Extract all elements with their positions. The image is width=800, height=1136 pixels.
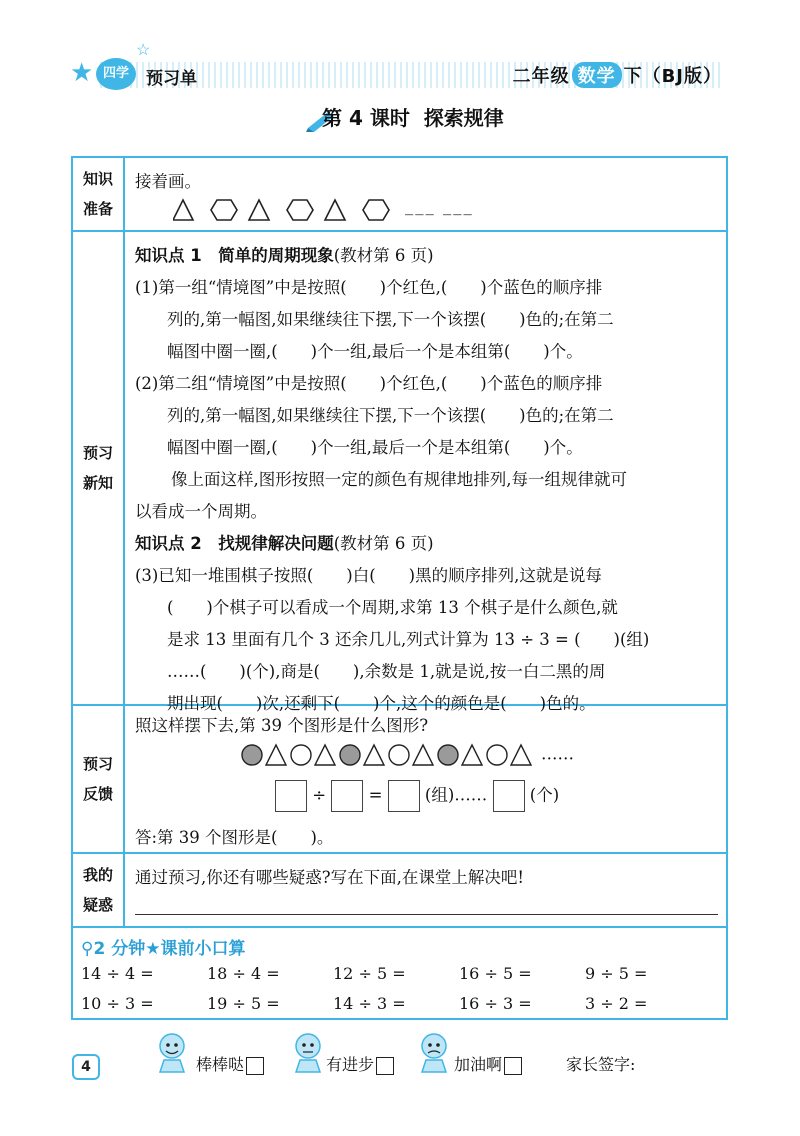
grade-subject xyxy=(513,62,722,88)
math-problem: 16 ÷ 3 = xyxy=(459,994,532,1013)
question-1-line: 幅图中圈一圈,( )个一组,最后一个是本组第( )个。 xyxy=(167,342,583,361)
section-label: 知识 准备 xyxy=(73,158,125,230)
writing-line[interactable] xyxy=(135,914,718,915)
answer-blanks[interactable]: ___ ___ xyxy=(405,196,474,215)
sheet-title: 预习单 xyxy=(146,69,197,89)
math-problem: 18 ÷ 4 = xyxy=(207,964,280,983)
subject-badge: 数学 xyxy=(572,62,622,88)
question-1-line: 列的,第一幅图,如果继续往下摆,下一个该摆( )色的;在第二 xyxy=(167,310,614,329)
section-knowledge-prep xyxy=(73,158,726,232)
page-header xyxy=(0,0,800,100)
page-number: 4 xyxy=(72,1054,100,1080)
question-3-line: ( )个棋子可以看成一个周期,求第 13 个棋子是什么颜色,就 xyxy=(167,598,618,617)
section-label: 预习 新知 xyxy=(73,232,125,704)
question-3-line: ……( )(个),商是( ),余数是 1,就是说,按一白二黑的周 xyxy=(167,662,606,681)
section-my-questions xyxy=(73,854,726,928)
questions-prompt: 通过预习,你还有哪些疑惑?写在下面,在课堂上解决吧! xyxy=(135,868,524,887)
pattern-sequence xyxy=(241,742,574,768)
cartoon-kid-icon xyxy=(286,1030,330,1074)
question-2-line: (2)第二组“情境图”中是按照( )个红色,( )个蓝色的顺序排 xyxy=(135,374,603,393)
worksheet-table xyxy=(71,156,728,1020)
cheer-checkbox[interactable] xyxy=(504,1057,522,1075)
answer-box[interactable] xyxy=(275,780,307,812)
progress-checkbox-group: 有进步 xyxy=(326,1052,394,1075)
progress-checkbox[interactable] xyxy=(376,1057,394,1075)
answer-box[interactable] xyxy=(493,780,525,812)
parent-signature-label: 家长签字: xyxy=(566,1055,636,1074)
question-1-line: (1)第一组“情境图”中是按照( )个红色,( )个蓝色的顺序排 xyxy=(135,278,603,297)
math-problem: 19 ÷ 5 = xyxy=(207,994,280,1013)
answer-box[interactable] xyxy=(331,780,363,812)
knowledge-point-1: 知识点 1 简单的周期现象(教材第 6 页) xyxy=(135,246,434,265)
section-preview-new xyxy=(73,232,726,713)
question-2-line: 列的,第一幅图,如果继续往下摆,下一个该摆( )色的;在第二 xyxy=(167,406,614,425)
lesson-number: 第 4 课时 xyxy=(322,106,410,130)
math-problem: 14 ÷ 3 = xyxy=(333,994,406,1013)
great-checkbox[interactable] xyxy=(246,1057,264,1075)
math-problem: 16 ÷ 5 = xyxy=(459,964,532,983)
grade-label: 二年级 xyxy=(512,66,570,87)
instruction-text: 接着画。 xyxy=(135,172,201,191)
lesson-topic: 探索规律 xyxy=(423,106,504,130)
brand-logo: 四学 xyxy=(96,58,136,90)
great-checkbox-group: 棒棒哒 xyxy=(196,1052,264,1075)
pattern-shapes xyxy=(241,742,541,768)
mental-math-section xyxy=(73,928,726,1018)
question-3-line: (3)已知一堆围棋子按照( )白( )黑的顺序排列,这就是说每 xyxy=(135,566,602,585)
knowledge-point-2: 知识点 2 找规律解决问题(教材第 6 页) xyxy=(135,534,434,553)
summary-paragraph: 以看成一个周期。 xyxy=(135,502,267,521)
ellipsis: …… xyxy=(541,744,574,764)
math-problem: 3 ÷ 2 = xyxy=(585,994,648,1013)
math-problem: 12 ÷ 5 = xyxy=(333,964,406,983)
star-icon: ☆ xyxy=(136,40,151,59)
magnifier-icon: ⚲ xyxy=(81,939,94,959)
division-equation: ÷ = (组)…… (个) xyxy=(275,780,559,812)
section-label: 预习 反馈 xyxy=(73,706,125,852)
star-icon: ★ xyxy=(70,58,94,88)
cartoon-kid-icon xyxy=(412,1030,456,1074)
question-3-line: 期出现( )次,还剩下( )个,这个的颜色是( )色的。 xyxy=(167,694,596,713)
math-problem: 10 ÷ 3 = xyxy=(81,994,154,1013)
lesson-heading xyxy=(322,102,504,131)
math-problem: 14 ÷ 4 = xyxy=(81,964,154,983)
math-problem: 9 ÷ 5 = xyxy=(585,964,648,983)
question-3-line: 是求 13 里面有几个 3 还余几儿,列式计算为 13 ÷ 3 = ( )(组) xyxy=(167,630,650,649)
section-preview-feedback xyxy=(73,706,726,854)
edition-label: 下（BJ版） xyxy=(623,66,722,87)
section-label: 我的 疑惑 xyxy=(73,854,125,926)
cheer-checkbox-group: 加油啊 xyxy=(454,1052,522,1075)
summary-paragraph: 像上面这样,图形按照一定的颜色有规律地排列,每一组规律就可 xyxy=(171,470,627,489)
feedback-answer: 答:第 39 个图形是( )。 xyxy=(135,828,334,847)
mental-math-title: ⚲2 分钟★课前小口算 xyxy=(81,939,246,959)
cartoon-kid-icon xyxy=(150,1030,194,1074)
answer-box[interactable] xyxy=(388,780,420,812)
question-2-line: 幅图中圈一圈,( )个一组,最后一个是本组第( )个。 xyxy=(167,438,583,457)
feedback-question: 照这样摆下去,第 39 个图形是什么图形? xyxy=(135,716,429,735)
